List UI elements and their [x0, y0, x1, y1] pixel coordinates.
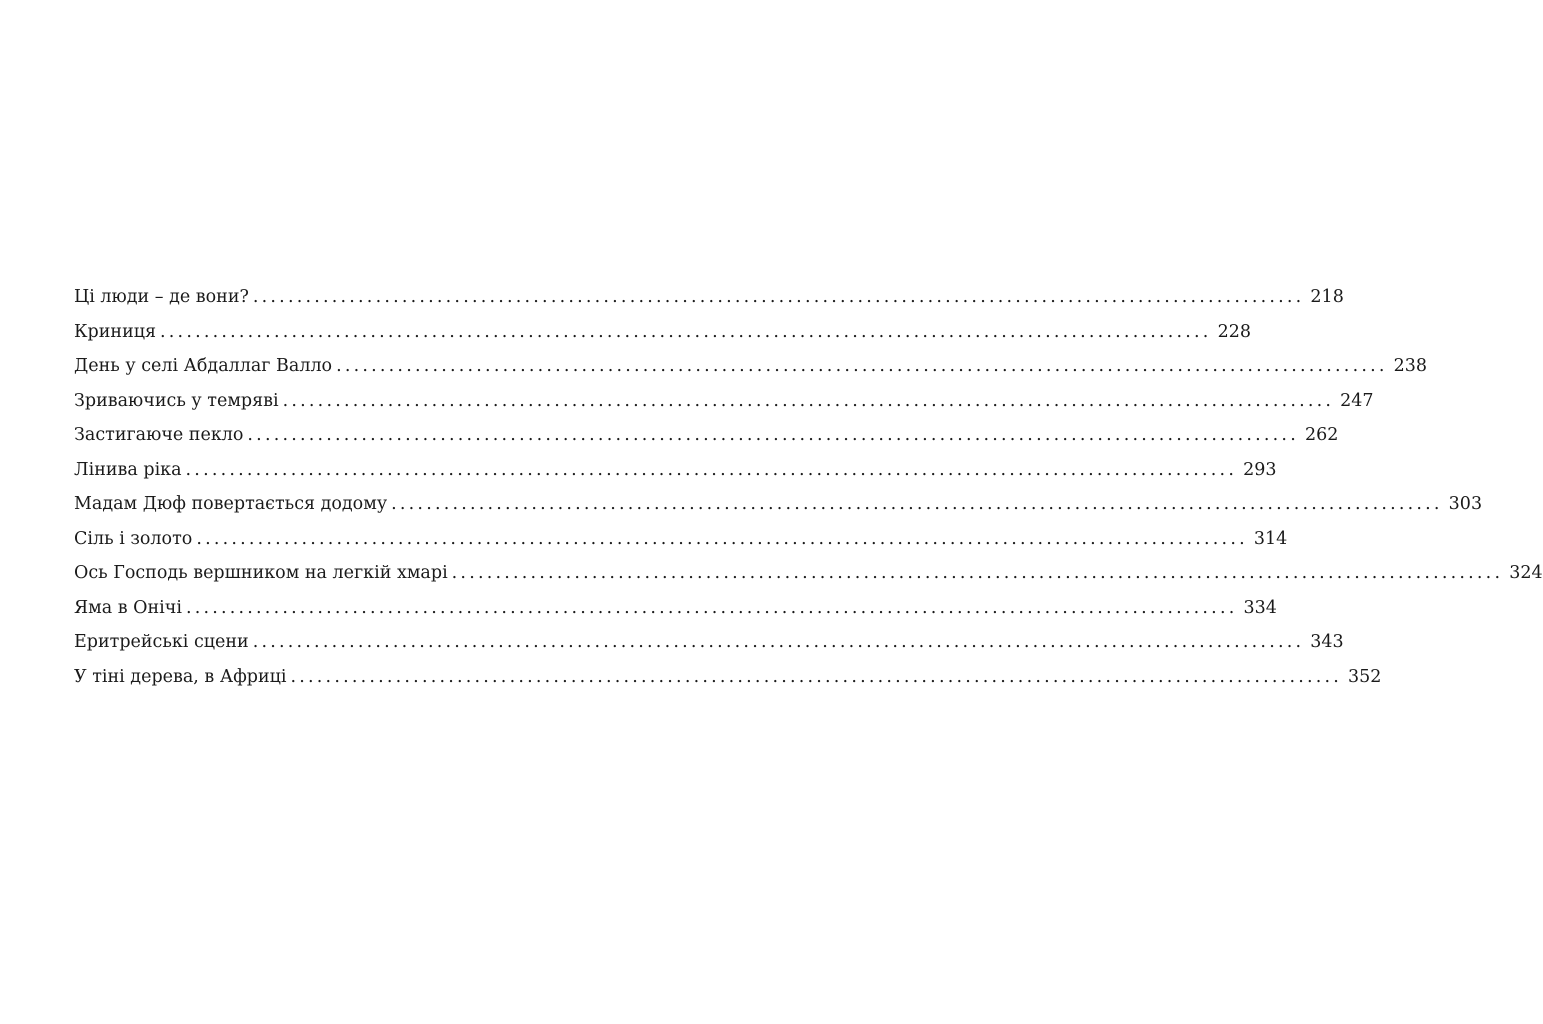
toc-entry	[74, 349, 1428, 384]
toc-dot-leader: ........................................................................................................................	[160, 321, 1212, 342]
toc-dot-leader: ........................................................................................................................	[391, 494, 1443, 514]
table-of-contents	[74, 280, 1543, 694]
toc-dot-leader: ........................................................................................................................	[252, 287, 1305, 307]
toc-dot-leader: ........................................................................................................................	[336, 356, 1388, 376]
toc-entry-title: Мадам Дюф повертається додому	[74, 494, 388, 514]
toc-entry	[74, 591, 1277, 626]
toc-dot-leader: ........................................................................................................................	[282, 390, 1335, 411]
toc-dot-leader: ........................................................................................................................	[252, 632, 1305, 652]
toc-entry	[74, 453, 1277, 488]
toc-entry	[74, 660, 1382, 695]
toc-entry-page: 238	[1393, 356, 1428, 376]
toc-entry-page: 247	[1340, 390, 1374, 411]
toc-entry	[74, 522, 1288, 557]
toc-entry-page: 324	[1509, 563, 1543, 583]
toc-dot-leader: ........................................................................................................................	[451, 563, 1504, 583]
toc-entry-title: Сіль і золото	[74, 528, 193, 549]
toc-entry-title: Застигаюче пекло	[74, 425, 244, 445]
toc-entry-title: Зриваючись у темряві	[74, 390, 279, 411]
toc-entry-page: 303	[1448, 494, 1483, 514]
toc-entry	[74, 384, 1374, 419]
toc-dot-leader: ........................................................................................................................	[185, 597, 1238, 618]
toc-entry-page: 352	[1348, 666, 1382, 687]
toc-entry	[74, 418, 1339, 453]
toc-entry-page: 262	[1304, 425, 1339, 445]
toc-dot-leader: ........................................................................................................................	[196, 528, 1248, 549]
toc-dot-leader: ........................................................................................................................	[185, 459, 1238, 480]
toc-entry-title: День у селі Абдаллаг Валло	[74, 356, 333, 376]
toc-entry-title: Еритрейські сцени	[74, 632, 249, 652]
toc-entry-page: 218	[1310, 287, 1344, 307]
toc-entry	[74, 487, 1483, 522]
toc-entry	[74, 280, 1344, 315]
toc-entry-page: 293	[1243, 459, 1277, 480]
toc-dot-leader: ........................................................................................................................	[290, 666, 1343, 687]
toc-entry	[74, 625, 1344, 660]
toc-entry-title: У тіні дерева, в Африці	[74, 666, 287, 687]
toc-entry-page: 343	[1310, 632, 1344, 652]
toc-entry-page: 334	[1243, 597, 1277, 618]
toc-entry-title: Криниця	[74, 321, 157, 342]
toc-entry-title: Ось Господь вершником на легкій хмарі	[74, 563, 448, 583]
toc-entry	[74, 315, 1251, 350]
toc-entry	[74, 556, 1543, 591]
toc-entry-page: 228	[1217, 321, 1251, 342]
toc-entry-title: Ці люди – де вони?	[74, 287, 249, 307]
toc-entry-page: 314	[1253, 528, 1288, 549]
toc-dot-leader: ........................................................................................................................	[247, 425, 1299, 445]
toc-entry-title: Лінива ріка	[74, 459, 182, 480]
toc-entry-title: Яма в Онічі	[74, 597, 182, 618]
